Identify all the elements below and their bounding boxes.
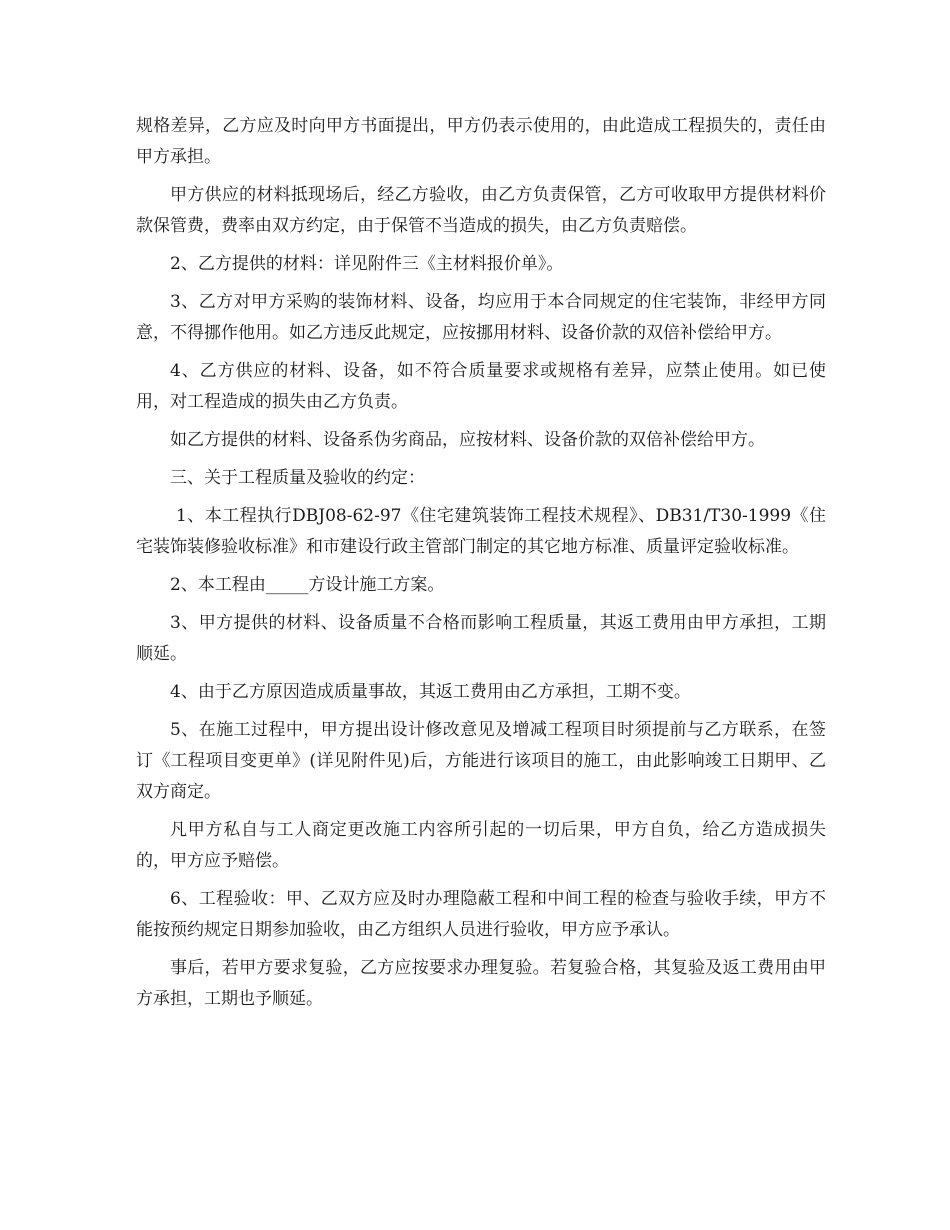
paragraph-item-4-nonconforming-materials: 4、乙方供应的材料、设备，如不符合质量要求或规格有差异，应禁止使用。如已使用，对工程造成的损失由乙方负责。 — [136, 361, 826, 412]
paragraph-material-storage: 甲方供应的材料抵现场后，经乙方验收，由乙方负责保管，乙方可收取甲方提供材料价款保管费，费率由双方约定，由于保管不当造成的损失，由乙方负责赔偿。 — [136, 185, 826, 236]
paragraph-item-3-purchased-materials: 3、乙方对甲方采购的装饰材料、设备，均应用于本合同规定的住宅装饰，非经甲方同意，不得挪作他用。如乙方违反此规定，应按挪用材料、设备价款的双倍补偿给甲方。 — [136, 292, 826, 343]
paragraph-item-2-contractor-materials: 2、乙方提供的材料：详见附件三《主材料报价单》。 — [170, 254, 564, 274]
paragraph-item-4-quality-accident: 4、由于乙方原因造成质量事故，其返工费用由乙方承担，工期不变。 — [170, 682, 691, 702]
paragraph-counterfeit-goods: 如乙方提供的材料、设备系伪劣商品，应按材料、设备价款的双倍补偿给甲方。 — [170, 430, 765, 450]
paragraph-item-6-acceptance: 6、工程验收：甲、乙双方应及时办理隐蔽工程和中间工程的检查与验收手续，甲方不能按预约规定日期参加验收，由乙方组织人员进行验收，甲方应予承认。 — [136, 889, 826, 940]
paragraph-item-1-standards: 1、本工程执行DBJ08-62-97《住宅建筑装饰工程技术规程》、DB31/T30-1999《住宅装饰装修验收标准》和市建设行政主管部门制定的其它地方标准、质量评定验收标准。 — [136, 506, 826, 557]
paragraph-item-2-design-plan: 2、本工程由_____方设计施工方案。 — [170, 575, 445, 595]
paragraph-re-inspection: 事后，若甲方要求复验，乙方应按要求办理复验。若复验合格，其复验及返工费用由甲方承担，工期也予顺延。 — [136, 958, 826, 1009]
paragraph-item-3-client-material-quality: 3、甲方提供的材料、设备质量不合格而影响工程质量，其返工费用由甲方承担，工期顺延。 — [136, 613, 826, 664]
document-body — [136, 111, 826, 1022]
paragraph-private-changes: 凡甲方私自与工人商定更改施工内容所引起的一切后果，甲方自负，给乙方造成损失的，甲方应予赔偿。 — [136, 820, 826, 871]
section-heading-quality-acceptance: 三、关于工程质量及验收的约定： — [170, 468, 425, 488]
paragraph-material-spec-difference: 规格差异，乙方应及时向甲方书面提出，甲方仍表示使用的，由此造成工程损失的，责任由甲方承担。 — [136, 116, 826, 167]
paragraph-item-5-design-changes: 5、在施工过程中，甲方提出设计修改意见及增减工程项目时须提前与乙方联系，在签订《工程项目变更单》(详见附件见)后，方能进行该项目的施工，由此影响竣工日期甲、乙双方商定。 — [136, 720, 826, 802]
